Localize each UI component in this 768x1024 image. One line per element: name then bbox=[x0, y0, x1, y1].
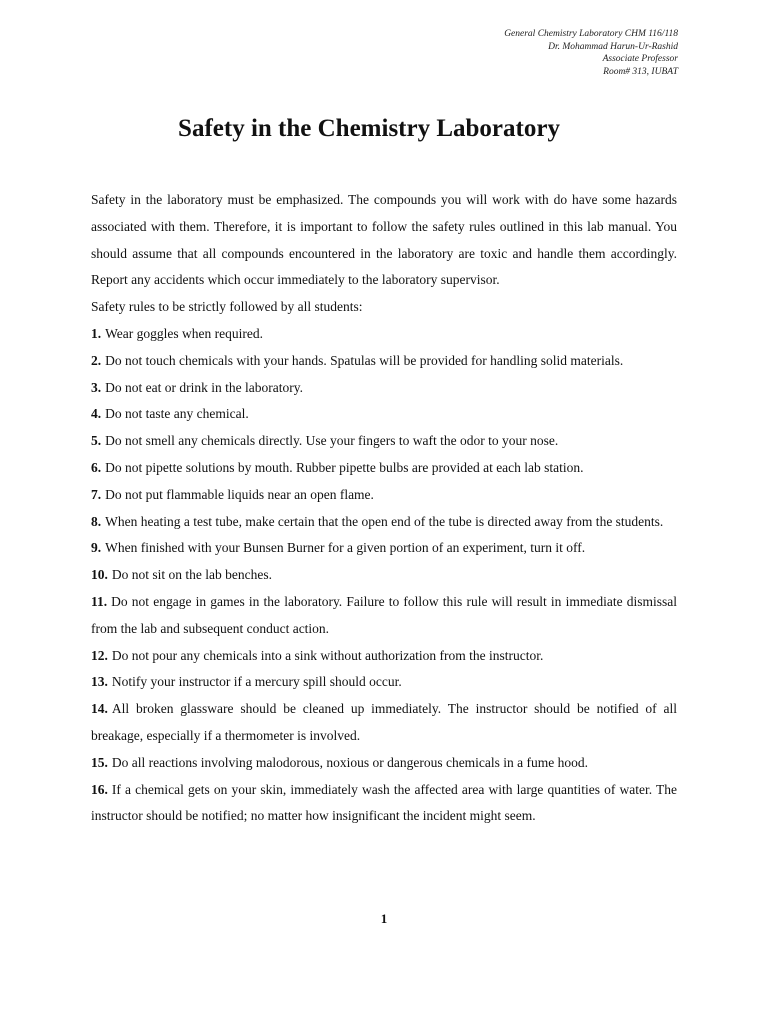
rule-number: 1. bbox=[91, 325, 102, 341]
rule-text: If a chemical gets on your skin, immediately wash the affected area with large quantities of water. The instructor should be notified; no matter how insignificant the incident might seem. bbox=[91, 781, 677, 824]
rule-text: Do not engage in games in the laboratory. Failure to follow this rule will result in immediate dismissal from the lab and subsequent conduct action. bbox=[91, 593, 677, 636]
intro-paragraph: Safety in the laboratory must be emphasized. The compounds you will work with do have some hazards associated with them. Therefore, it is important to follow the safety rules outlined in this lab manual. You should assume that all compounds encountered in the laboratory are toxic and handle them accordingly. Report any accidents which occur immediately to the laboratory supervisor. bbox=[91, 192, 677, 288]
rule-number: 11. bbox=[91, 593, 108, 609]
rule-text: Do not smell any chemicals directly. Use your fingers to waft the odor to your nose. bbox=[105, 433, 559, 449]
header-author: Dr. Mohammad Harun-Ur-Rashid bbox=[548, 41, 678, 52]
safety-rule bbox=[91, 669, 677, 696]
safety-rule bbox=[91, 455, 677, 482]
rule-text: Do not eat or drink in the laboratory. bbox=[105, 379, 303, 395]
rule-number: 15. bbox=[91, 754, 108, 770]
rule-text: Do not pour any chemicals into a sink without authorization from the instructor. bbox=[111, 647, 544, 663]
rule-number: 9. bbox=[91, 540, 102, 556]
rule-number: 6. bbox=[91, 459, 102, 475]
rule-number: 14. bbox=[91, 701, 108, 717]
safety-rule bbox=[91, 535, 677, 562]
rule-text: When finished with your Bunsen Burner for a given portion of an experiment, turn it off. bbox=[105, 540, 586, 556]
safety-rule bbox=[91, 750, 677, 777]
rules-list bbox=[91, 321, 677, 830]
rules-heading: Safety rules to be strictly followed by all students: bbox=[91, 299, 363, 315]
safety-rule bbox=[91, 777, 677, 831]
rule-text: Wear goggles when required. bbox=[105, 325, 263, 341]
header-room: Room# 313, IUBAT bbox=[603, 66, 678, 77]
rule-number: 2. bbox=[91, 352, 102, 368]
rule-number: 5. bbox=[91, 433, 102, 449]
safety-rule bbox=[91, 401, 677, 428]
document-body bbox=[91, 187, 677, 830]
rule-text: Do not put flammable liquids near an open flame. bbox=[105, 486, 374, 502]
page-header bbox=[504, 28, 678, 78]
rule-number: 12. bbox=[91, 647, 108, 663]
rule-number: 8. bbox=[91, 513, 102, 529]
page-number: 1 bbox=[380, 911, 388, 926]
rule-number: 13. bbox=[91, 674, 108, 690]
rule-text: Do all reactions involving malodorous, noxious or dangerous chemicals in a fume hood. bbox=[111, 754, 589, 770]
header-position: Associate Professor bbox=[602, 54, 678, 64]
header-course: General Chemistry Laboratory CHM 116/118 bbox=[504, 29, 678, 39]
rule-text: Do not pipette solutions by mouth. Rubber pipette bulbs are provided at each lab station. bbox=[105, 459, 584, 475]
rule-number: 16. bbox=[91, 781, 108, 797]
safety-rule bbox=[91, 643, 677, 670]
rule-text: Do not touch chemicals with your hands. Spatulas will be provided for handling solid materials. bbox=[105, 352, 624, 368]
safety-rule bbox=[91, 428, 677, 455]
rule-text: Do not sit on the lab benches. bbox=[111, 567, 272, 583]
safety-rule bbox=[91, 509, 677, 536]
rule-number: 10. bbox=[91, 567, 108, 583]
safety-rule bbox=[91, 696, 677, 750]
rule-number: 7. bbox=[91, 486, 102, 502]
rule-number: 3. bbox=[91, 379, 102, 395]
rule-text: Notify your instructor if a mercury spill should occur. bbox=[111, 674, 402, 690]
safety-rule bbox=[91, 348, 677, 375]
rule-number: 4. bbox=[91, 406, 102, 422]
rule-text: Do not taste any chemical. bbox=[105, 406, 249, 422]
safety-rule bbox=[91, 589, 677, 643]
rule-text: All broken glassware should be cleaned up immediately. The instructor should be notified of all breakage, especially if a thermometer is involved. bbox=[91, 701, 677, 743]
safety-rule bbox=[91, 562, 677, 589]
safety-rule bbox=[91, 321, 677, 348]
safety-rule bbox=[91, 375, 677, 402]
safety-rule bbox=[91, 482, 677, 509]
rule-text: When heating a test tube, make certain that the open end of the tube is directed away from the students. bbox=[105, 513, 664, 529]
page-title: Safety in the Chemistry Laboratory bbox=[178, 115, 560, 142]
